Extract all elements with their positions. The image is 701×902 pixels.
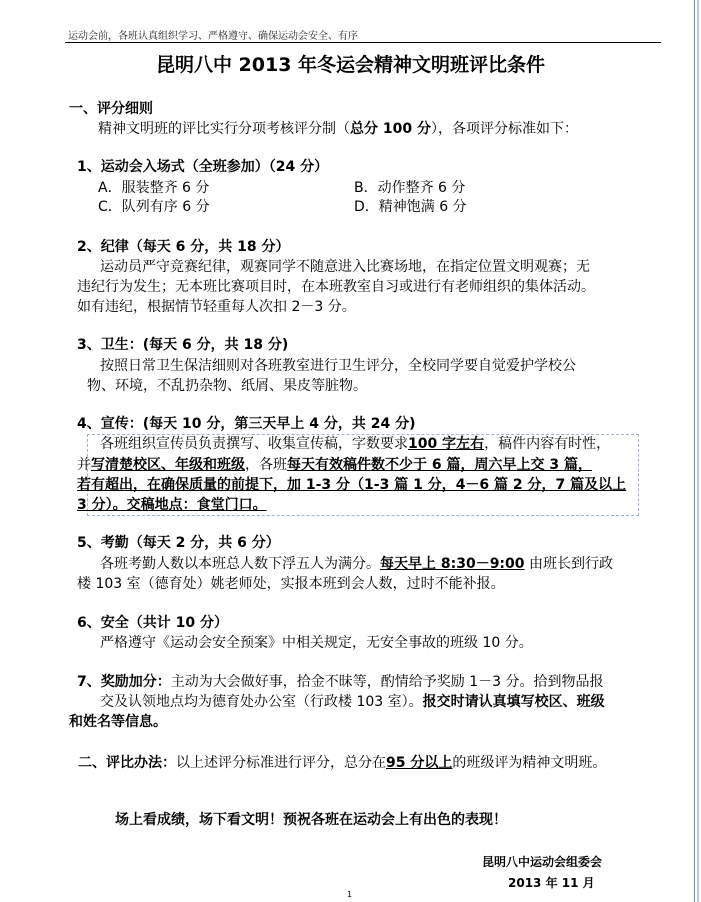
text: 各班考勤人数以本班总人数下浮五人为满分。 [100, 556, 380, 572]
text: 的班级评为精神文明班。 [452, 755, 607, 771]
text: 交及认领地点均为德育处办公室（行政楼 103 室）。 [100, 694, 423, 710]
item7-line1 [77, 671, 603, 691]
text: 由班长到行政 [524, 556, 613, 572]
item3-heading [77, 334, 288, 354]
word-count-requirement: 100 字左右 [408, 436, 485, 452]
text: ，各班 [245, 457, 287, 473]
attendance-time: 每天早上 8:30－9:00 [380, 556, 525, 572]
item2-line: 违纪行为发生；无本班比赛项目时，在本班教室自习或进行有老师组织的集体活动。 [77, 279, 595, 295]
item3-line: 物、环境，不乱扔杂物、纸屑、果皮等脏物。 [87, 378, 367, 394]
footer-organizer: 昆明八中运动会组委会 [482, 855, 603, 869]
labeling-requirement: 写清楚校区、年级和班级 [91, 457, 245, 473]
item7-heading: 7、奖励加分： [77, 674, 171, 690]
submission-requirement: 每天有效稿件数不少于 6 篇，周六早上交 3 篇， [287, 457, 592, 473]
reporting-note: 报交时请认真填写校区、班级 [422, 694, 605, 710]
item4-heading [77, 413, 416, 433]
item6-line: 严格遵守《运动会安全预案》中相关规定，无安全事故的班级 10 分。 [100, 635, 533, 651]
header-rule [65, 42, 661, 43]
item3-line: 按照日常卫生保洁细则对各班教室进行卫生评分，全校同学要自觉爱护学校公 [100, 358, 576, 374]
item4-line2 [77, 454, 592, 474]
page-number: 1 [347, 890, 353, 899]
item5-line1 [100, 553, 613, 573]
item1-option-d: D．精神饱满 6 分 [354, 199, 467, 215]
item4-line3: 若有超出，在确保质量的前提下，加 1-3 分（1-3 篇 1 分，4－6 篇 2 分，7 篇及以上 [77, 477, 627, 493]
item5-heading: 5、考勤（每天 2 分，共 6 分） [77, 535, 280, 551]
item1-heading: 1、运动会入场式（全班参加）（24 分） [77, 159, 329, 175]
item1-option-b: B．动作整齐 6 分 [354, 180, 466, 196]
intro-text-end: ），各项评分标准如下： [430, 121, 578, 137]
item2-line: 运动员严守竞赛纪律，观赛同学不随意进入比赛场地，在指定位置文明观赛；无 [100, 259, 590, 275]
page-edge-shadow [697, 0, 699, 902]
intro-text: 精神文明班的评比实行分项考核评分制（ [98, 121, 350, 137]
section2 [78, 752, 606, 772]
item2-heading: 2、纪律（每天 6 分，共 18 分） [77, 239, 290, 255]
slogan: 场上看成绩，场下看文明！预祝各班在运动会上有出色的表现！ [115, 812, 507, 828]
item7-line2 [100, 691, 605, 711]
item4-line1 [100, 433, 610, 453]
text: 以上述评分标准进行评分，总分在 [176, 755, 386, 771]
item1-option-a: A．服装整齐 6 分 [98, 180, 210, 196]
page-edge-line [694, 0, 695, 902]
item2-line: 如有违纪，根据情节轻重每人次扣 2－3 分。 [77, 299, 356, 315]
text: 并 [77, 457, 91, 473]
total-score: 总分 100 分 [350, 121, 431, 137]
text: 各班组织宣传员负责撰写、收集宣传稿，字数要求 [100, 436, 408, 452]
section2-heading: 二、评比办法： [78, 755, 176, 771]
item4-line4: 3 分）。交稿地点：食堂门口。 [77, 497, 267, 513]
item5-line2: 楼 103 室（德育处）姚老师处，实报本班到会人数，过时不能补报。 [77, 576, 505, 592]
item1-option-c: C．队列有序 6 分 [98, 199, 210, 215]
section1-intro [98, 118, 578, 138]
page-title: 昆明八中 2013 年冬运会精神文明班评比条件 [155, 54, 546, 76]
item6-heading: 6、安全（共计 10 分） [77, 615, 228, 631]
header-note: 运动会前，各班认真组织学习、严格遵守、确保运动会安全、有序 [68, 31, 358, 42]
text: 主动为大会做好事，拾金不昧等，酌情给予奖励 1－3 分。拾到物品报 [170, 674, 604, 690]
section1-heading: 一、评分细则 [69, 101, 153, 117]
footer-date: 2013 年 11 月 [508, 876, 595, 890]
item4-points: (每天 10 分，第三天早上 4 分，共 24 分) [142, 416, 416, 432]
item3-points: (每天 6 分，共 18 分) [142, 337, 289, 353]
item4-title: 4、宣传： [77, 416, 143, 432]
score-threshold: 95 分以上 [386, 755, 453, 771]
item3-title: 3、卫生： [77, 337, 143, 353]
item7-line3: 和姓名等信息。 [69, 714, 167, 730]
text: ，稿件内容有时性， [484, 436, 611, 452]
